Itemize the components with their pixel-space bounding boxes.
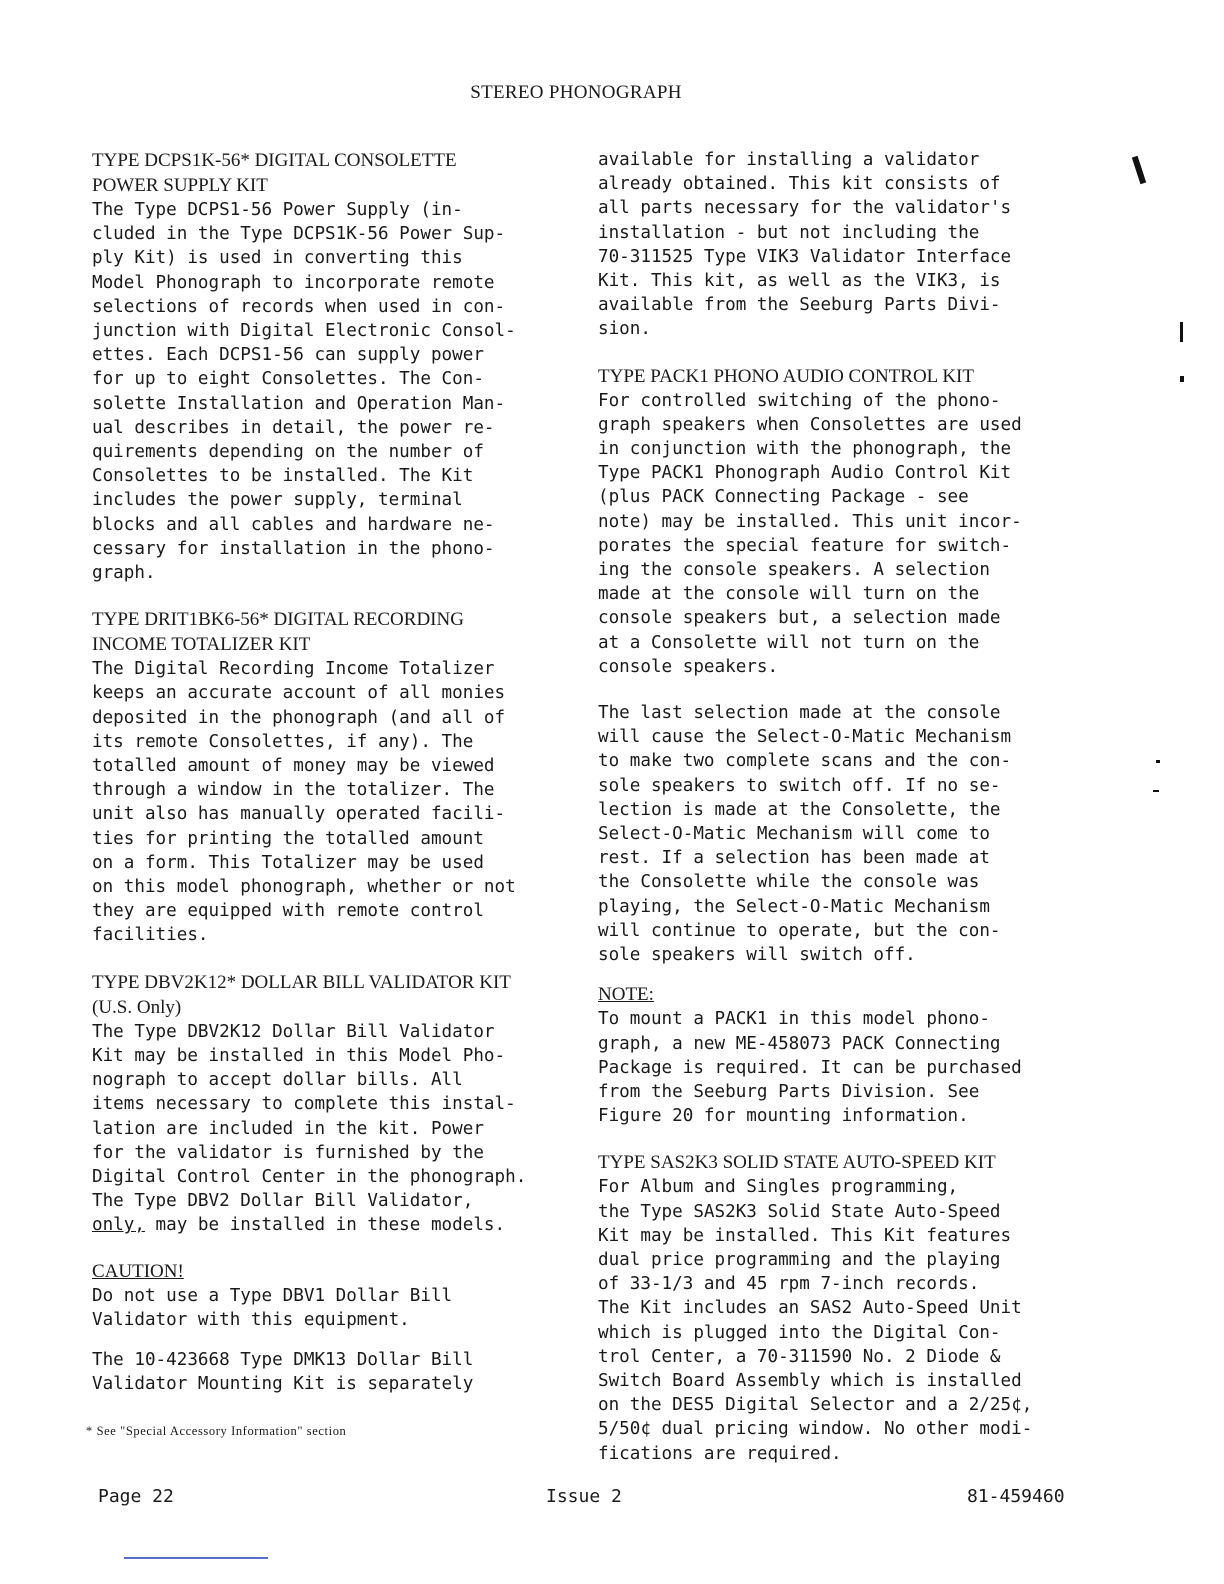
pack-kit-heading: TYPE PACK1 PHONO AUDIO CONTROL KIT [598,365,974,387]
note-label: NOTE: [598,984,654,1006]
dbv-kit-body [92,1020,592,1238]
note-body: To mount a PACK1 in this model phono- graph, a new ME-458073 PACK Connecting Package is required. It can be purchased from the Seeburg Parts Division. See Figure 20 for mounting information. [598,1009,1022,1127]
page-number: Page 22 [98,1486,174,1507]
right-column [598,148,1098,1466]
drit-kit-body: The Digital Recording Income Totalizer keeps an accurate account of all monies deposited in the phonograph (and all of its remote Consolettes, if any). The totalled amount of money may be viewed through a window in the totalizer. The unit also has manually operated facili- ties for printing the totalled amount on a form. This Totalizer may be used on this model phonograph, whether or not they are equipped with remote control facilities. [92,659,516,946]
scan-mark [1132,156,1146,184]
footnote: * See "Special Accessory Information" section [86,1424,347,1438]
caution-label: CAUTION! [92,1260,184,1282]
issue-number: Issue 2 [546,1486,622,1507]
caution-body: Do not use a Type DBV1 Dollar Bill Validator with this equipment. [92,1285,453,1330]
left-column [92,148,592,1396]
dbv-kit-body-main: The Type DBV2K12 Dollar Bill Validator Kit may be installed in this Model Pho- nograph to accept dollar bills. All items necessary to complete this instal- lation are included in the kit. Power for the validator is furnished by the Digital Control Center in the phonograph. The Type DBV2 Dollar Bill Validator, [92,1021,527,1212]
sas-kit-heading: TYPE SAS2K3 SOLID STATE AUTO-SPEED KIT [598,1152,996,1174]
bottom-rule [124,1557,268,1559]
pack-kit-body: For controlled switching of the phono- graph speakers when Consolettes are used in conjunction with the phonograph, the Type PACK1 Phonograph Audio Control Kit (plus PACK Connecting Package - see note) may be installed. This unit incor- porates the special feature for switch- ing the console speakers. A selection made at the console will turn on the console speakers but, a selection made at a Consolette will not turn on the console speakers. [598,390,1022,677]
dbv-kit-body-end: may be installed in these models. [144,1215,506,1236]
scan-mark [1180,322,1183,342]
only-underlined: only, [92,1215,145,1236]
document-number: 81-459460 [967,1486,1065,1507]
scan-mark [1153,790,1159,792]
dcps-kit-body: The Type DCPS1-56 Power Supply (in- cluded in the Type DCPS1K-56 Power Sup- ply Kit) is used in converting this Model Phonograph to incorporate remote selections of records when used in con- junction with Digital Electronic Consol- ettes. Each DCPS1-56 can supply power for up to eight Consolettes. The Con- solette Installation and Operation Man- ual describes in detail, the power re- quirements depending on the number of Consolettes to be installed. The Kit includes the power supply, terminal blocks and all cables and hardware ne- cessary for installation in the phono- graph. [92,200,516,584]
dcps-kit-heading: TYPE DCPS1K-56* DIGITAL CONSOLETTE POWER SUPPLY KIT [92,150,457,196]
sas-kit-body: For Album and Singles programming, the Type SAS2K3 Solid State Auto-Speed Kit may be installed. This Kit features dual price programming and the playing of 33-1/3 and 45 rpm 7-inch records. The Kit includes an SAS2 Auto-Speed Unit which is plugged into the Digital Con- trol Center, a 70-311590 No. 2 Diode & Switch Board Assembly which is installed on the DES5 Digital Selector and a 2/25¢, 5/50¢ dual pricing window. No other modi- fications are required. [598,1177,1033,1464]
mounting-kit-body: The 10-423668 Type DMK13 Dollar Bill Validator Mounting Kit is separately [92,1349,474,1395]
scan-mark [1180,376,1184,382]
dbv-kit-heading: TYPE DBV2K12* DOLLAR BILL VALIDATOR KIT (U.S. Only) [92,971,511,1018]
drit-kit-heading: TYPE DRIT1BK6-56* DIGITAL RECORDING INCOME TOTALIZER KIT [92,609,464,656]
scan-mark [1156,760,1160,763]
pack-kit-body-2: The last selection made at the console will cause the Select-O-Matic Mechanism to make two complete scans and the con- sole speakers to switch off. If no se- lection is made at the Consolette, the Select-O-Matic Mechanism will come to rest. If a selection has been made at the Consolette while the console was playing, the Select-O-Matic Mechanism will continue to operate, but the con- sole speakers will switch off. [598,703,1012,966]
validator-continued-body: available for installing a validator already obtained. This kit consists of all parts necessary for the validator's installation - but not including the 70-311525 Type VIK3 Validator Interface Kit. This kit, as well as the VIK3, is available from the Seeburg Parts Divi- sion. [598,150,1012,340]
page-title: STEREO PHONOGRAPH [470,82,682,103]
